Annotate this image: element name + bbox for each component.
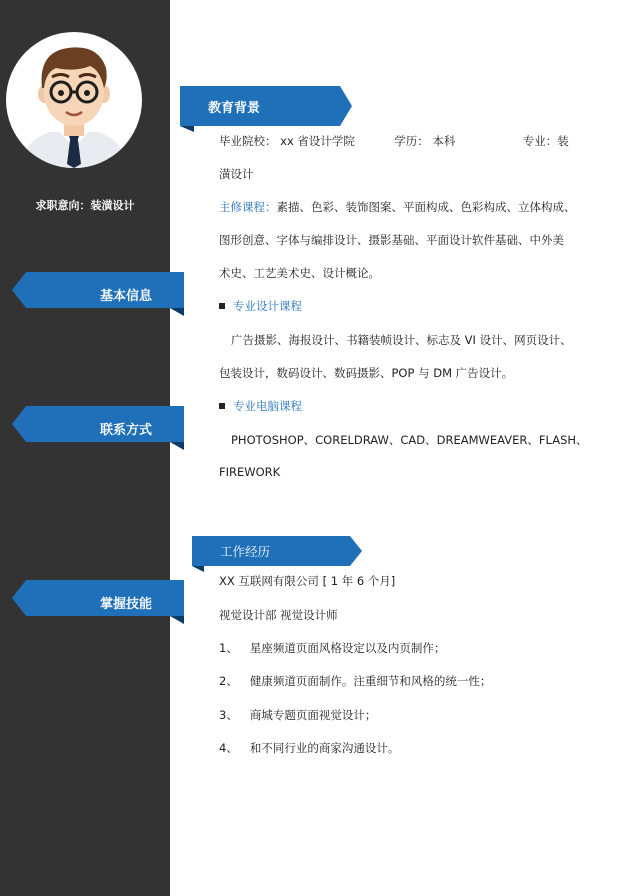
computer-course-heading <box>219 398 302 414</box>
courses-line: 图形创意、字体与编排设计、摄影基础、平面设计软件基础、中外美 <box>219 233 564 247</box>
contact-tab <box>12 406 184 450</box>
duty-number: 4、 <box>219 741 238 755</box>
work-tab <box>192 536 362 572</box>
cartoon-man-avatar-icon <box>6 32 142 168</box>
pro-course-line: 包装设计，数码设计、数码摄影、POP 与 DM 广告设计。 <box>219 366 514 380</box>
sidebar <box>0 0 170 896</box>
degree-label: 学历： <box>394 134 429 148</box>
pro-course-heading <box>219 298 302 314</box>
job-intent: 求职意向：装潢设计 <box>35 199 135 212</box>
square-bullet-icon <box>219 403 225 409</box>
duty-item <box>219 673 491 689</box>
duty-item <box>219 707 376 723</box>
education-tab <box>180 86 352 132</box>
square-bullet-icon <box>219 303 225 309</box>
ribbon-right-icon <box>180 86 352 132</box>
avatar <box>6 32 142 168</box>
courses-label: 主修课程： <box>219 200 277 214</box>
computer-course-line: PHOTOSHOP、CORELDRAW、CAD、DREAMWEAVER、FLASH、 <box>231 433 588 447</box>
skills-title: 掌握技能 <box>99 597 152 612</box>
work-title: 工作经历 <box>220 544 271 559</box>
work-position: 视觉设计部 视觉设计师 <box>219 608 338 622</box>
duty-text: 和不同行业的商家沟通设计。 <box>249 741 400 755</box>
education-basic-row <box>219 133 569 149</box>
school-label: 毕业院校： <box>219 134 277 148</box>
work-company: XX 互联网有限公司 [ 1 年 6 个月] <box>219 574 396 588</box>
school-value: xx 省设计学院 <box>280 134 355 148</box>
duty-item <box>219 640 445 656</box>
major-continued: 潢设计 <box>219 167 254 181</box>
education-title: 教育背景 <box>208 101 261 116</box>
ribbon-left-icon <box>12 272 184 316</box>
degree-value: 本科 <box>432 134 456 148</box>
courses-text: 素描、色彩、装饰图案、平面构成、色彩构成、立体构成、 <box>276 200 576 214</box>
contact-title: 联系方式 <box>99 423 152 438</box>
skills-tab <box>12 580 184 624</box>
ribbon-left-icon <box>12 580 184 624</box>
duty-text: 商城专题页面视觉设计； <box>249 708 377 722</box>
duty-text: 健康频道页面制作。注重细节和风格的统一性； <box>249 674 492 688</box>
courses-row <box>219 199 576 215</box>
computer-course-line: FIREWORK <box>219 465 281 479</box>
courses-line: 术史、工艺美术史、设计概论。 <box>219 266 380 280</box>
computer-course-title: 专业电脑课程 <box>233 399 302 413</box>
duty-number: 3、 <box>219 708 238 722</box>
basic-info-tab <box>12 272 184 316</box>
ribbon-right-icon <box>192 536 362 572</box>
major-label: 专业：装 <box>522 134 569 148</box>
duty-item <box>219 740 399 756</box>
pro-course-line: 广告摄影、海报设计、书籍装帧设计、标志及 VI 设计、网页设计、 <box>231 333 572 347</box>
ribbon-left-icon <box>12 406 184 450</box>
pro-course-title: 专业设计课程 <box>233 299 302 313</box>
duty-text: 星座频道页面风格设定以及内页制作； <box>249 641 446 655</box>
basic-info-title: 基本信息 <box>99 289 152 304</box>
duty-number: 2、 <box>219 674 238 688</box>
duty-number: 1、 <box>219 641 238 655</box>
